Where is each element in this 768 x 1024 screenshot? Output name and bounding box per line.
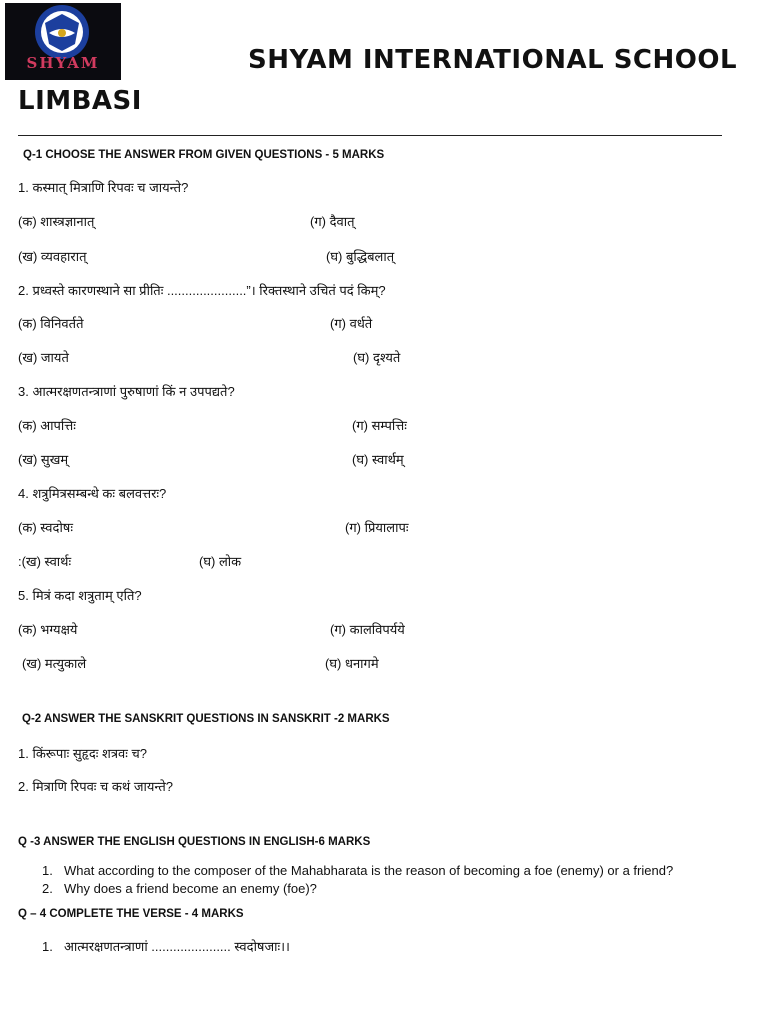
q1-q5-option-ga: (ग) कालविपर्यये [330,622,405,637]
q1-q2-option-gha: (घ) दृश्यते [353,350,401,365]
q1-question-1: 1. कस्मात् मित्राणि रिपवः च जायन्ते? [18,180,189,195]
q1-q5-option-kha: (ख) मत्युकाले [22,656,87,671]
q3-question-1 [42,863,673,878]
q3-question-1-number: 1. [42,863,53,878]
q1-q4-option-kha: :(ख) स्वार्थः [18,554,72,569]
school-place: LIMBASI [18,86,142,116]
q1-q4-option-ka: (क) स्वदोषः [18,520,73,535]
q3-question-2-text: Why does a friend become an enemy (foe)? [64,881,317,896]
q2-question-2: 2. मित्राणि रिपवः च कथं जायन्ते? [18,779,174,794]
q1-q3-option-kha: (ख) सुखम् [18,452,69,467]
q3-question-2 [42,881,317,896]
header-divider [18,135,722,136]
q1-q1-option-gha: (घ) बुद्धिबलात् [326,249,395,264]
q3-question-2-number: 2. [42,881,53,896]
q1-q1-option-ga: (ग) दैवात् [310,214,355,229]
q1-q4-option-ga: (ग) प्रियालापः [345,520,409,535]
q1-q4-option-gha: (घ) लोक [199,554,242,569]
q1-q5-option-ka: (क) भग्यक्षये [18,622,78,637]
q3-heading: Q -3 ANSWER THE ENGLISH QUESTIONS IN ENGLISH-6 MARKS [18,836,371,848]
q1-q2-option-kha: (ख) जायते [18,350,69,365]
q1-question-5: 5. मित्रं कदा शत्रुताम् एति? [18,588,142,603]
q1-question-3: 3. आत्मरक्षणतन्त्राणां पुरुषाणां किं न उपपद्यते? [18,384,235,399]
q2-question-1: 1. किंरूपाः सुहृदः शत्रवः च? [18,746,147,761]
q1-q1-option-ka: (क) शास्त्रज्ञानात् [18,214,95,229]
q1-question-2: 2. प्रध्वस्ते कारणस्थाने सा प्रीतिः ......................”। रिक्तस्थाने उचितं पदं किम्? [18,283,386,298]
school-logo [5,3,121,80]
q4-item-1-number: 1. [42,939,53,954]
q3-question-1-text: What according to the composer of the Mahabharata is the reason of becoming a foe (enemy) or a friend? [64,863,674,878]
logo-text: SHYAM [26,54,100,72]
q1-q3-option-gha: (घ) स्वार्थम् [352,452,404,467]
q4-heading: Q – 4 COMPLETE THE VERSE - 4 MARKS [18,908,244,920]
q1-q2-option-ga: (ग) वर्धते [330,316,373,331]
q1-heading: Q-1 CHOOSE THE ANSWER FROM GIVEN QUESTIONS - 5 MARKS [23,149,385,161]
q2-heading: Q-2 ANSWER THE SANSKRIT QUESTIONS IN SANSKRIT -2 MARKS [22,713,390,725]
q1-question-4: 4. शत्रुमित्रसम्बन्धे कः बलवत्तरः? [18,486,167,501]
q4-item-1-text: आत्मरक्षणतन्त्राणां ...................... स्वदोषजाः।। [64,939,290,954]
q1-q1-option-kha: (ख) व्यवहारात् [18,249,87,264]
q4-item-1 [42,937,290,955]
school-name: SHYAM INTERNATIONAL SCHOOL [248,45,738,75]
q1-q3-option-ga: (ग) सम्पत्तिः [352,418,407,433]
q1-q3-option-ka: (क) आपत्तिः [18,418,76,433]
q1-q5-option-gha: (घ) धनागमे [325,656,379,671]
q1-q2-option-ka: (क) विनिवर्तते [18,316,84,331]
